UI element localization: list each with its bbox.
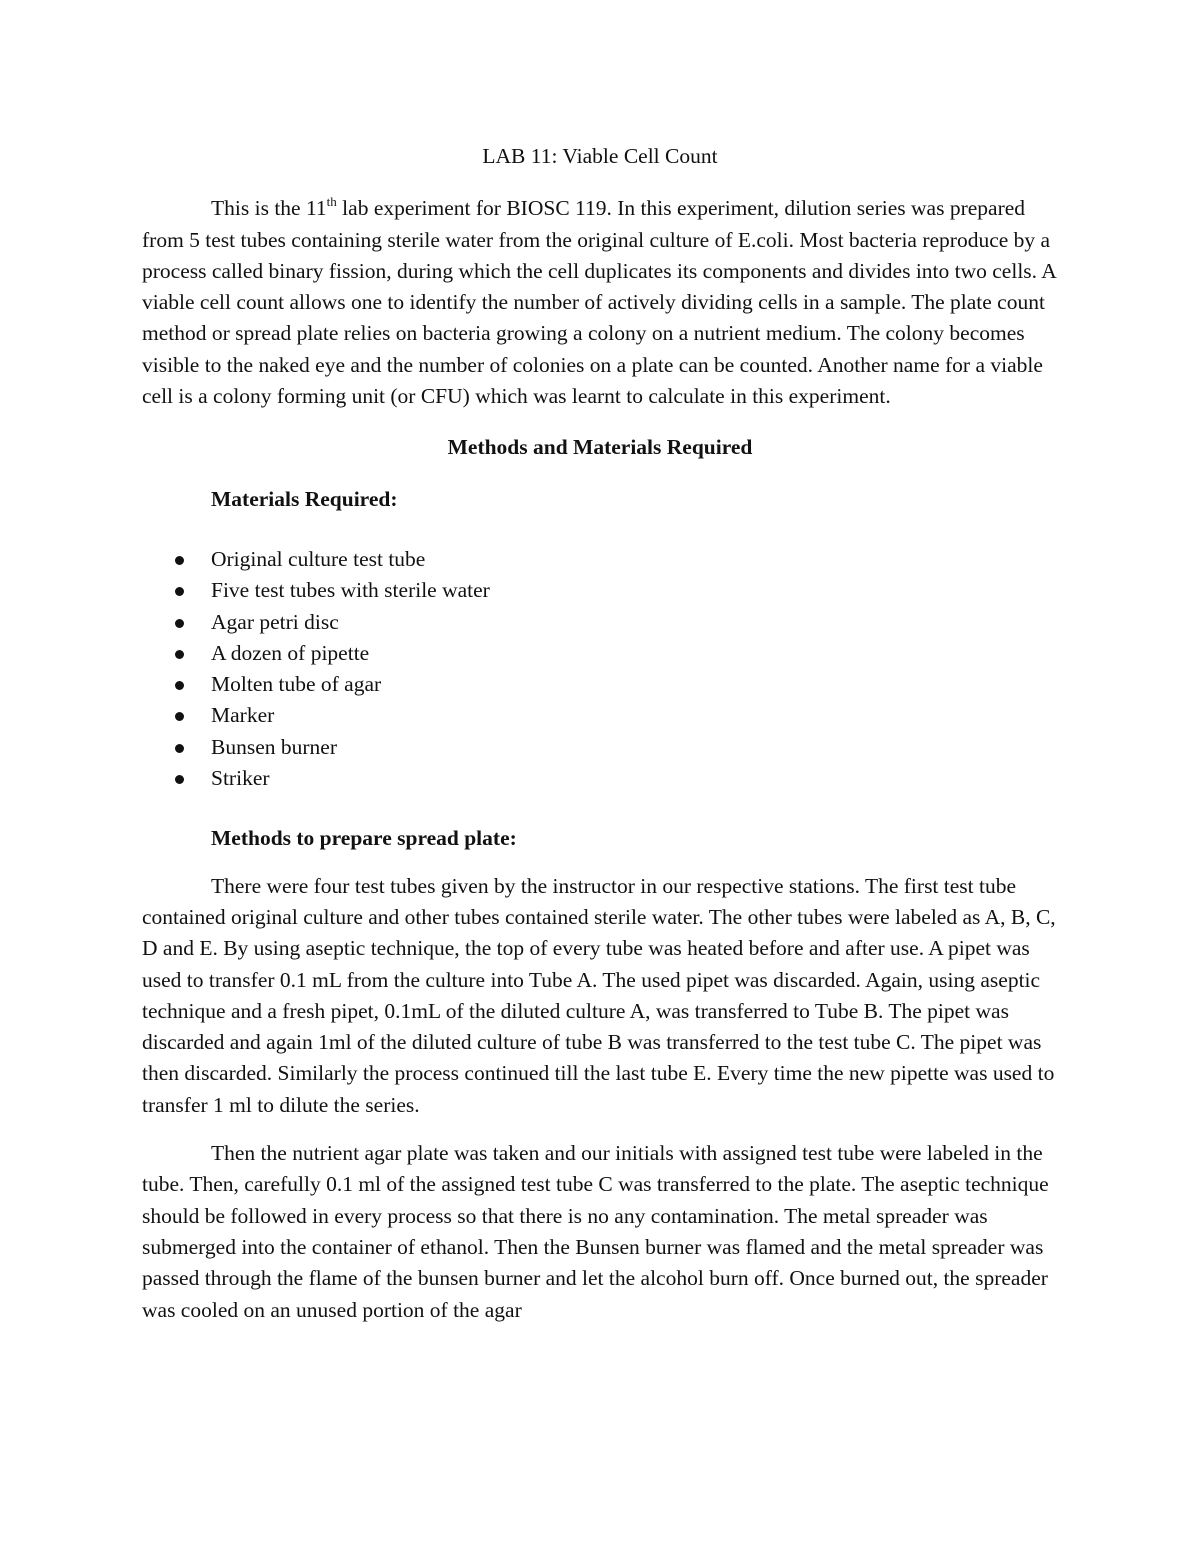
list-item-text: Molten tube of agar — [211, 672, 382, 697]
bullet-icon — [175, 681, 184, 690]
materials-heading: Materials Required: — [211, 486, 398, 511]
document-title: LAB 11: Viable Cell Count — [482, 144, 718, 168]
methods-heading: Methods to prepare spread plate: — [211, 826, 517, 851]
list-item-text: A dozen of pipette — [211, 640, 370, 665]
bullet-icon — [175, 650, 184, 659]
list-item — [142, 575, 1058, 606]
list-item — [142, 607, 1058, 638]
list-item — [142, 763, 1058, 794]
list-item — [142, 732, 1058, 763]
document-page — [142, 141, 1058, 1326]
ordinal-superscript: th — [326, 194, 337, 210]
methods-paragraph-1: There were four test tubes given by the instructor in our respective stations. The first test tube contained original culture and other tubes contained sterile water. The other tubes were labeled as A, B, C, D and E. By using aseptic technique, the top of every tube was heated before and after use. A pipet was used to transfer 0.1 mL from the culture into Tube A. The used pipet was discarded. Again, using aseptic technique and a fresh pipet, 0.1mL of the diluted culture A, was transferred to Tube B. The pipet was discarded and again 1ml of the diluted culture of tube B was transferred to the test tube C. The pipet was then discarded. Similarly the process continued till the last tube E. Every time the new pipette was used to transfer 1 ml to dilute the series. — [142, 873, 1056, 1117]
intro-text-rest: lab experiment for BIOSC 119. In this experiment, dilution series was prepared from 5 test tubes containing sterile water from the original culture of E.coli. Most bacteria reproduce by a process called binary fission, during which the cell duplicates its components and divides into two cells. A viable cell count allows one to identify the number of actively dividing cells in a sample. The plate count method or spread plate relies on bacteria growing a colony on a nutrient medium. The colony becomes visible to the naked eye and the number of colonies on a plate can be counted. Another name for a viable cell is a colony forming unit (or CFU) which was learnt to calculate in this experiment. — [142, 196, 1056, 409]
methods-paragraph-2: Then the nutrient agar plate was taken and our initials with assigned test tube were labeled in the tube. Then, carefully 0.1 ml of the assigned test tube C was transferred to the plate. The aseptic technique should be followed in every process so that there is no any contamination. The metal spreader was submerged into the container of ethanol. Then the Bunsen burner was flamed and the metal spreader was passed through the flame of the bunsen burner and let the alcohol burn off. Once burned out, the spreader was cooled on an unused portion of the agar — [142, 1141, 1049, 1322]
list-item — [142, 638, 1058, 669]
bullet-icon — [175, 744, 184, 753]
section-heading: Methods and Materials Required — [447, 435, 753, 460]
list-item-text: Striker — [211, 766, 270, 791]
bullet-icon — [175, 619, 184, 628]
bullet-icon — [175, 556, 184, 565]
list-item — [142, 700, 1058, 731]
list-item — [142, 544, 1058, 575]
list-item-text: Marker — [211, 703, 275, 728]
intro-paragraph — [142, 193, 1058, 412]
list-item-text: Original culture test tube — [211, 546, 426, 571]
bullet-icon — [175, 712, 184, 721]
list-item-text: Agar petri disc — [211, 609, 339, 634]
list-item — [142, 669, 1058, 700]
materials-list — [142, 544, 1058, 794]
list-item-text: Bunsen burner — [211, 734, 337, 759]
list-item-text: Five test tubes with sterile water — [211, 578, 490, 603]
intro-text-start: This is the 11 — [211, 196, 327, 221]
bullet-icon — [175, 775, 184, 784]
bullet-icon — [175, 587, 184, 596]
